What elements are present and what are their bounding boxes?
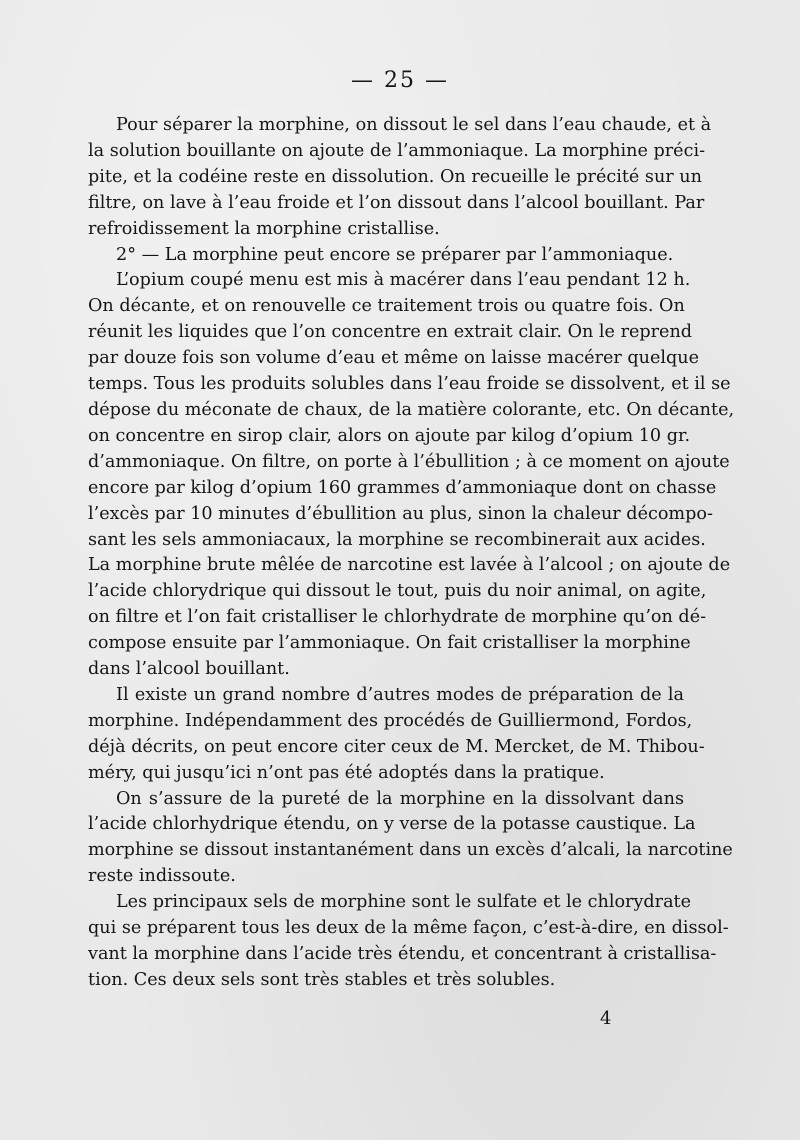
text-line: déjà décrits, on peut encore citer ceux de M. Mercket, de M. Thibou- [88,736,705,757]
text-line: refroidissement la morphine cristallise. [88,218,440,239]
text-line: compose ensuite par l’ammoniaque. On fait cristalliser la morphine [88,633,691,654]
text-line: on filtre et l’on fait cristalliser le chlorhydrate de morphine qu’on dé- [88,607,707,628]
text-line: qui se préparent tous les deux de la même façon, c’est-à-dire, en dissol- [88,918,729,939]
text-line: encore par kilog d’opium 160 grammes d’ammoniaque dont on chasse [88,477,717,498]
text-line: l’acide chlorydrique qui dissout le tout, puis du noir animal, on agite, [88,581,707,602]
text-line: On s’assure de la pureté de la morphine en la dissolvant dans [116,788,684,809]
text-line: l’excès par 10 minutes d’ébullition au plus, sinon la chaleur décompo- [88,503,713,524]
text-line: filtre, on lave à l’eau froide et l’on dissout dans l’alcool bouillant. Par [88,192,705,213]
text-line: La morphine brute mêlée de narcotine est lavée à l’alcool ; on ajoute de [88,555,731,576]
text-line: sant les sels ammoniacaux, la morphine se recombinerait aux acides. [88,529,706,550]
body-text [88,113,735,994]
signature-mark: 4 [600,1008,612,1029]
text-line: On décante, et on renouvelle ce traitement trois ou quatre fois. On [88,296,685,317]
text-line: l’acide chlorhydrique étendu, on y verse de la potasse caustique. La [88,814,696,835]
text-line: par douze fois son volume d’eau et même on laisse macérer quelque [88,348,700,369]
page-number: — 25 — [351,68,449,93]
paragraph [88,890,729,994]
text-line: morphine se dissout instantanément dans un excès d’alcali, la narcotine [88,840,733,861]
text-line: reste indissoute. [88,866,236,887]
text-line: Il existe un grand nombre d’autres modes de préparation de la [116,684,684,705]
text-line: réunit les liquides que l’on concentre en extrait clair. On le reprend [88,322,693,343]
text-line: 2° — La morphine peut encore se préparer par l’ammoniaque. [116,244,674,265]
paragraph [88,113,712,243]
paragraph [88,243,684,269]
text-line: temps. Tous les produits solubles dans l’eau froide se dissolvent, et il se [88,374,731,395]
paragraph [88,787,733,891]
text-line: d’ammoniaque. On filtre, on porte à l’ébullition ; à ce moment on ajoute [88,451,730,472]
paragraph [88,683,705,787]
text-line: tion. Ces deux sels sont très stables et très solubles. [88,969,556,990]
text-line: la solution bouillante on ajoute de l’ammoniaque. La morphine préci- [88,140,706,161]
text-line: Les principaux sels de morphine sont le sulfate et le chlorydrate [116,892,692,913]
text-line: dépose du méconate de chaux, de la matière colorante, etc. On décante, [88,399,735,420]
text-line: méry, qui jusqu’ici n’ont pas été adoptés dans la pratique. [88,762,605,783]
text-line: dans l’alcool bouillant. [88,659,290,680]
text-line: morphine. Indépendamment des procédés de Guilliermond, Fordos, [88,710,693,731]
text-line: Pour séparer la morphine, on dissout le sel dans l’eau chaude, et à [116,115,712,135]
paragraph [88,268,735,683]
text-line: pite, et la codéine reste en dissolution. On recueille le précité sur un [88,166,702,187]
text-line: vant la morphine dans l’acide très étendu, et concentrant à cristallisa- [88,944,717,964]
text-line: on concentre en sirop clair, alors on ajoute par kilog d’opium 10 gr. [88,425,691,446]
text-line: L’opium coupé menu est mis à macérer dans l’eau pendant 12 h. [116,270,691,291]
